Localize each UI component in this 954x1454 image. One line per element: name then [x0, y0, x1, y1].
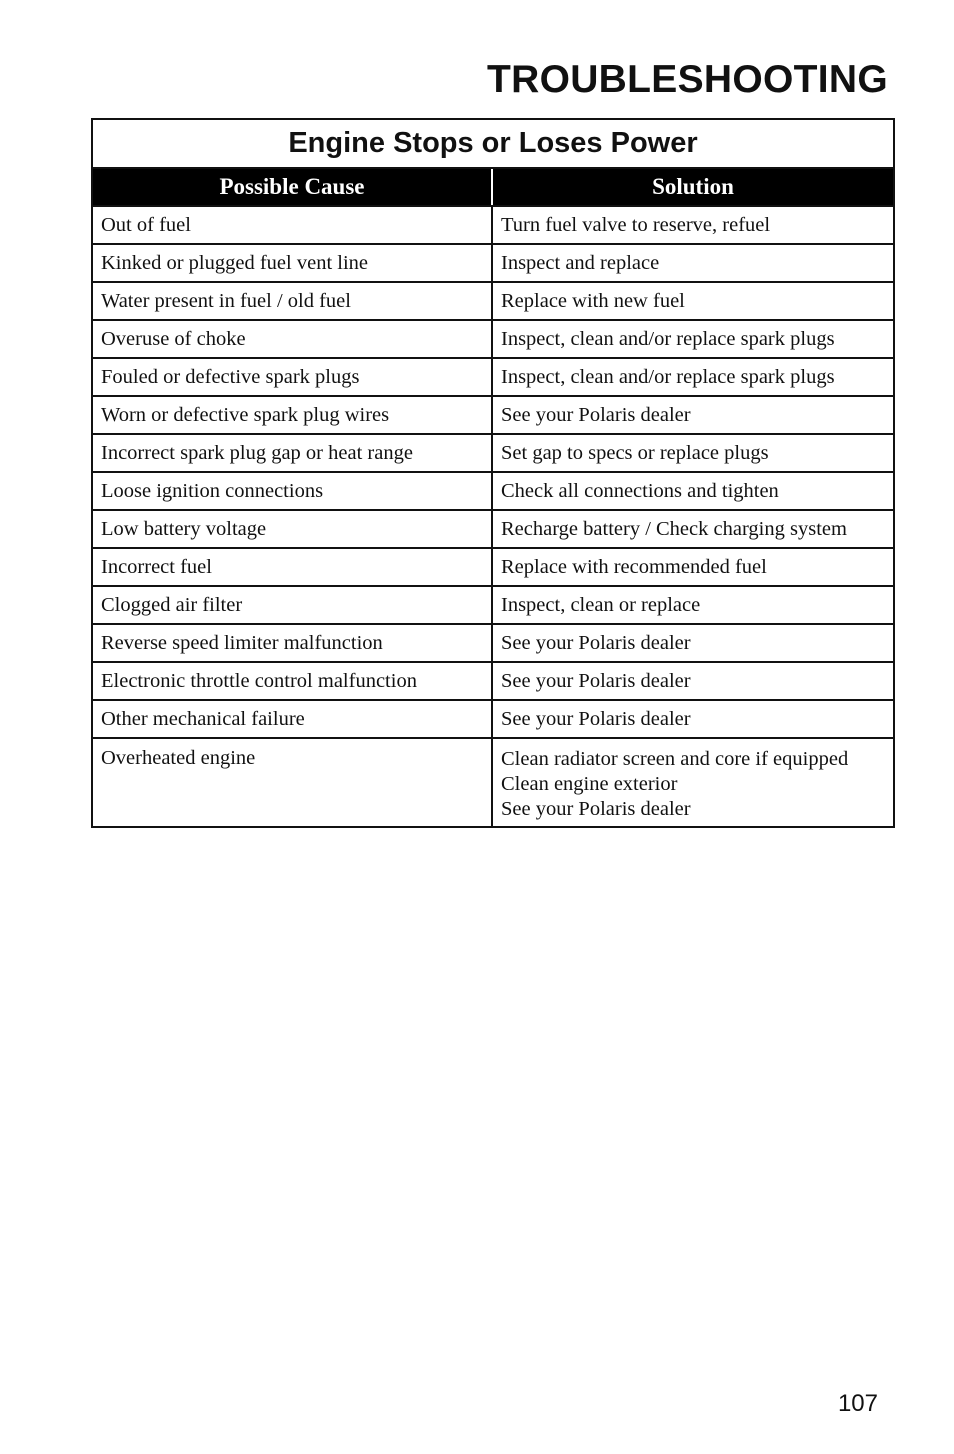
solution-line: See your Polaris dealer	[501, 669, 691, 692]
column-header-cause: Possible Cause	[92, 168, 492, 206]
solution-cell	[492, 472, 894, 510]
solution-line: Replace with recommended fuel	[501, 555, 767, 578]
solution-line: Set gap to specs or replace plugs	[501, 441, 769, 464]
solution-cell	[492, 434, 894, 472]
solution-cell	[492, 358, 894, 396]
solution-line: Inspect, clean and/or replace spark plugs	[501, 327, 835, 350]
solution-line: Inspect, clean and/or replace spark plugs	[501, 365, 835, 388]
cause-cell: Overheated engine	[92, 738, 492, 827]
table-row	[92, 510, 894, 548]
cause-cell: Other mechanical failure	[92, 700, 492, 738]
cause-cell: Reverse speed limiter malfunction	[92, 624, 492, 662]
solution-cell	[492, 738, 894, 827]
table-row	[92, 662, 894, 700]
cause-cell: Incorrect spark plug gap or heat range	[92, 434, 492, 472]
solution-line: See your Polaris dealer	[501, 798, 691, 820]
solution-cell	[492, 282, 894, 320]
table-row	[92, 320, 894, 358]
table-row	[92, 434, 894, 472]
cause-cell: Worn or defective spark plug wires	[92, 396, 492, 434]
troubleshooting-table	[91, 118, 895, 828]
solution-line: See your Polaris dealer	[501, 403, 691, 426]
solution-line: Replace with new fuel	[501, 289, 685, 312]
table-title: Engine Stops or Loses Power	[92, 119, 894, 168]
solution-line: Inspect and replace	[501, 251, 660, 274]
cause-cell: Fouled or defective spark plugs	[92, 358, 492, 396]
solution-cell	[492, 586, 894, 624]
solution-cell	[492, 510, 894, 548]
solution-line: Check all connections and tighten	[501, 479, 779, 502]
solution-cell	[492, 662, 894, 700]
solution-line: Clean engine exterior	[501, 773, 678, 795]
cause-cell: Incorrect fuel	[92, 548, 492, 586]
solution-cell	[492, 624, 894, 662]
column-header-row	[92, 168, 894, 206]
table-title-row	[92, 119, 894, 168]
solution-cell	[492, 700, 894, 738]
solution-line: Turn fuel valve to reserve, refuel	[501, 213, 771, 236]
solution-cell	[492, 206, 894, 244]
table-body	[92, 206, 894, 827]
cause-cell: Loose ignition connections	[92, 472, 492, 510]
table-row	[92, 548, 894, 586]
table-row	[92, 586, 894, 624]
column-header-solution: Solution	[492, 168, 894, 206]
table-row	[92, 472, 894, 510]
cause-cell: Low battery voltage	[92, 510, 492, 548]
solution-line: See your Polaris dealer	[501, 707, 691, 730]
solution-cell	[492, 320, 894, 358]
cause-cell: Overuse of choke	[92, 320, 492, 358]
table-row	[92, 396, 894, 434]
table-row	[92, 282, 894, 320]
solution-line: Clean radiator screen and core if equipped	[501, 748, 849, 770]
page-heading: TROUBLESHOOTING	[487, 58, 888, 101]
solution-cell	[492, 396, 894, 434]
cause-cell: Out of fuel	[92, 206, 492, 244]
solution-line: Inspect, clean or replace	[501, 593, 701, 616]
page-number: 107	[837, 1390, 878, 1417]
cause-cell: Electronic throttle control malfunction	[92, 662, 492, 700]
table-row	[92, 624, 894, 662]
cause-cell: Clogged air filter	[92, 586, 492, 624]
cause-cell: Kinked or plugged fuel vent line	[92, 244, 492, 282]
table-row	[92, 358, 894, 396]
table-row	[92, 244, 894, 282]
solution-cell	[492, 244, 894, 282]
solution-line: Recharge battery / Check charging system	[501, 517, 847, 540]
cause-cell: Water present in fuel / old fuel	[92, 282, 492, 320]
table-row	[92, 206, 894, 244]
table-row	[92, 738, 894, 827]
table-row	[92, 700, 894, 738]
solution-line: See your Polaris dealer	[501, 631, 691, 654]
solution-cell	[492, 548, 894, 586]
